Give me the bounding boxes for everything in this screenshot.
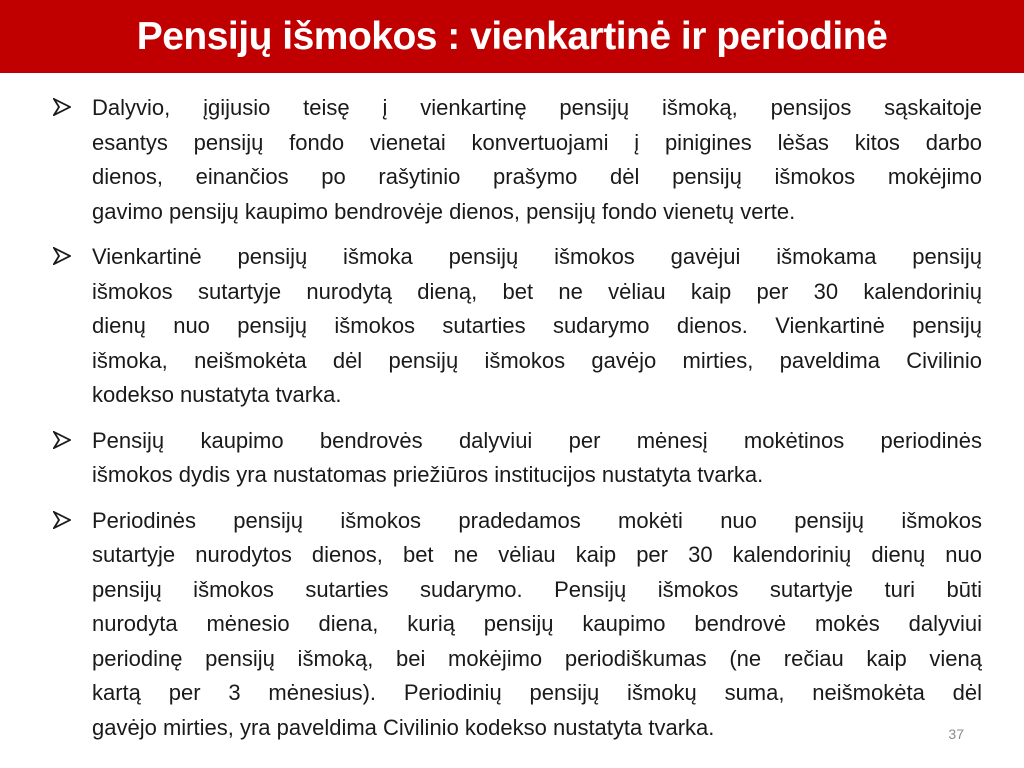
bullet-line: Vienkartinė pensijų išmoka pensijų išmokos gavėjui išmokama pensijų xyxy=(92,244,982,269)
arrowhead-bullet-icon xyxy=(53,98,71,116)
arrowhead-bullet-icon xyxy=(53,431,71,449)
bullet-line: gavėjo mirties, yra paveldima Civilinio kodekso nustatyta tvarka. xyxy=(92,714,715,740)
bullet-line: dienų nuo pensijų išmokos sutarties sudarymo dienos. Vienkartinė pensijų xyxy=(92,313,982,338)
bullet-line: gavimo pensijų kaupimo bendrovėje dienos, pensijų fondo vienetų verte. xyxy=(92,198,796,224)
bullet-item xyxy=(50,240,982,413)
arrowhead-bullet-icon xyxy=(53,511,71,529)
bullet-line: pensijų išmokos sutarties sudarymo. Pensijų išmokos sutartyje turi būti xyxy=(92,576,982,602)
bullet-line: nurodyta mėnesio diena, kurią pensijų kaupimo bendrovė mokės dalyviui xyxy=(92,611,982,636)
slide-number: 37 xyxy=(948,726,964,742)
bullet-line: Pensijų kaupimo bendrovės dalyviui per mėnesį mokėtinos periodinės xyxy=(92,427,982,453)
bullet-line: kartą per 3 mėnesius). Periodinių pensijų išmokų suma, neišmokėta dėl xyxy=(92,680,982,705)
bullet-list xyxy=(50,91,982,756)
title-bar xyxy=(0,0,1024,73)
bullet-line: Periodinės pensijų išmokos pradedamos mokėti nuo pensijų išmokos xyxy=(92,507,982,533)
arrowhead-bullet-icon xyxy=(53,247,71,265)
bullet-item xyxy=(50,424,982,493)
bullet-line: išmokos dydis yra nustatomas priežiūros institucijos nustatyta tvarka. xyxy=(92,462,764,487)
slide-title: Pensijų išmokos : vienkartinė ir periodinė xyxy=(136,14,888,58)
bullet-line: esantys pensijų fondo vienetai konvertuojami į pinigines lėšas kitos darbo xyxy=(92,129,982,155)
bullet-line: Dalyvio, įgijusio teisę į vienkartinę pensijų išmoką, pensijos sąskaitoje xyxy=(92,95,982,120)
bullet-line: dienos, einančios po rašytinio prašymo dėl pensijų išmokos mokėjimo xyxy=(92,164,982,189)
bullet-line: sutartyje nurodytos dienos, bet ne vėliau kaip per 30 kalendorinių dienų nuo xyxy=(92,542,982,567)
bullet-item xyxy=(50,504,982,746)
bullet-line: kodekso nustatyta tvarka. xyxy=(92,382,342,407)
bullet-line: periodinę pensijų išmoką, bei mokėjimo periodiškumas (ne rečiau kaip vieną xyxy=(92,645,982,671)
bullet-item xyxy=(50,91,982,229)
bullet-line: išmokos sutartyje nurodytą dieną, bet ne vėliau kaip per 30 kalendorinių xyxy=(92,278,982,304)
bullet-line: išmoka, neišmokėta dėl pensijų išmokos gavėjo mirties, paveldima Civilinio xyxy=(92,347,982,373)
